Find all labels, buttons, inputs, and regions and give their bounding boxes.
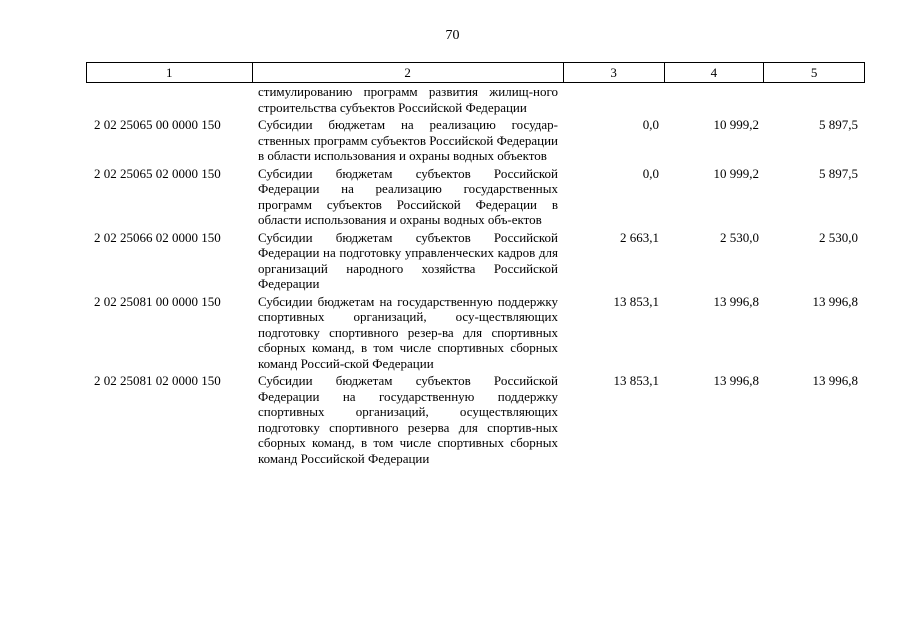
row-value-col4: 10 999,2 [713,117,759,132]
table-row [86,84,865,115]
row-code: 2 02 25065 00 0000 150 [94,117,221,132]
table-row [86,166,865,228]
row-code [86,84,258,115]
row-value-col5: 5 897,5 [819,165,858,181]
column-header-2: 2 [253,63,564,82]
page-number: 70 [445,28,460,43]
row-value-col5 [759,84,858,115]
row-value-col3: 0,0 [642,165,659,181]
table-row [86,117,865,164]
row-description: стимулированию программ развития жилищ-ного строительства субъектов Российской Федерации [258,84,558,115]
row-value-col4: 13 996,8 [713,293,759,309]
table-row [86,230,865,292]
row-value-col4: 10 999,2 [713,165,759,181]
column-header-3: 3 [564,63,665,82]
row-description: Субсидии бюджетам субъектов Российской Федерации на подготовку управленческих кадров для организаций народного хозяйства Российской Федерации [258,229,558,291]
row-value-col5: 13 996,8 [812,293,858,309]
row-value-col3: 2 663,1 [620,229,659,245]
row-description: Субсидии бюджетам на реализацию государ-ственных программ субъектов Российской Федерации в области использования и охраны водных объектов [258,117,558,163]
row-code: 2 02 25081 02 0000 150 [94,373,221,388]
row-value-col4 [659,84,759,115]
row-value-col5: 5 897,5 [819,117,858,132]
row-value-col4: 13 996,8 [713,373,759,388]
row-value-col3: 13 853,1 [613,293,659,309]
column-header-1: 1 [87,63,253,82]
row-description: Субсидии бюджетам субъектов Российской Федерации на реализацию государственных программ субъектов Российской Федерации в области использования и охраны водных объ-ектов [258,165,558,227]
row-value-col5: 2 530,0 [819,229,858,245]
table-row [86,294,865,372]
table-body [86,84,865,468]
column-header-5: 5 [810,65,818,80]
table-row [86,373,865,466]
row-description: Субсидии бюджетам субъектов Российской Федерации на государственную поддержку спортивных организаций, осуществляющих подготовку спортивного резерва для спортив-ных сборных команд, в том числе спортивных сборных команд Российской Федерации [258,373,558,466]
table-header [86,62,865,83]
row-description: Субсидии бюджетам на государственную поддержку спортивных организаций, осу-ществляющих подготовку спортивного резер-ва для спортивных сборных команд, в том числе спортивных сборных команд Россий-ской Федерации [258,293,558,371]
row-value-col3: 0,0 [642,117,659,132]
row-code: 2 02 25065 02 0000 150 [94,165,221,181]
row-value-col5: 13 996,8 [812,373,858,388]
column-header-4: 4 [665,63,765,82]
row-value-col3 [558,84,659,115]
row-code: 2 02 25081 00 0000 150 [94,293,221,309]
row-code: 2 02 25066 02 0000 150 [94,229,221,245]
row-value-col4: 2 530,0 [720,229,759,245]
row-value-col3: 13 853,1 [613,373,659,388]
